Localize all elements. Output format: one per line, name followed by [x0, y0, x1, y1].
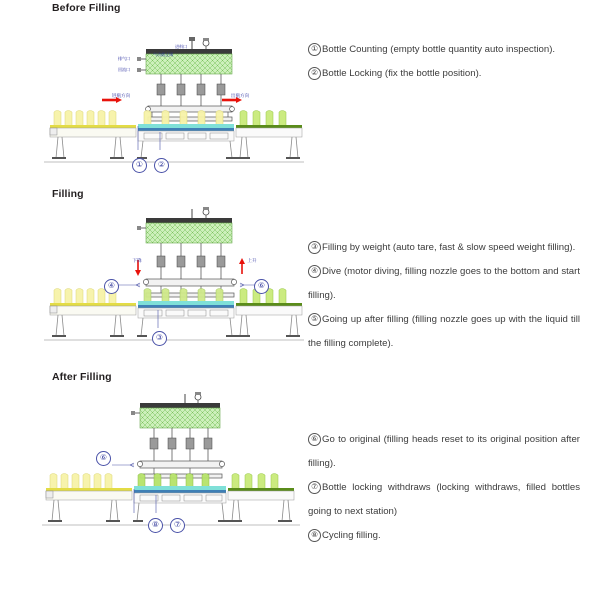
step-7-text: Bottle locking withdraws (locking withdraws, filled bottles going to next station) [308, 482, 580, 517]
steps-before-filling [308, 38, 580, 86]
label-outfeed-direction-before: 出瓶方向 [230, 94, 250, 99]
callout-7[interactable]: ⑦ [170, 518, 185, 533]
callout-3[interactable]: ③ [152, 331, 167, 346]
diagram-before-filling [40, 18, 308, 178]
conveyor-right-after [228, 474, 294, 523]
label-down-filling: 下降 [132, 259, 142, 264]
callout-4[interactable]: ④ [104, 279, 119, 294]
callout-5[interactable]: ⑥ [254, 279, 269, 294]
steps-filling [308, 236, 580, 356]
conveyor-left-filling [50, 289, 136, 338]
conveyor-left-after [46, 474, 132, 523]
step-6-number: ⑥ [308, 433, 321, 446]
diagram-svg-filling [40, 200, 308, 355]
diagram-filling [40, 200, 308, 355]
label-infeed-direction-before: 进瓶方向 [111, 94, 131, 99]
step-5-text: Going up after filling (filling nozzle goes up with the liquid till the filling complete). [308, 314, 580, 349]
lifting-frame-after [137, 461, 224, 478]
conveyor-right-filling [236, 289, 302, 338]
step-8-number: ⑧ [308, 529, 321, 542]
step-3-number: ③ [308, 241, 321, 254]
callout-8[interactable]: ⑧ [148, 518, 163, 533]
steps-after-filling [308, 428, 580, 548]
step-3-text: Filling by weight (auto tare, fast & slow speed weight filling). [322, 242, 576, 253]
diagram-svg-before-filling [40, 18, 308, 178]
callout-6[interactable]: ⑥ [96, 451, 111, 466]
callout-2[interactable]: ② [154, 158, 169, 173]
conveyor-center-after [133, 474, 228, 523]
step-1-number: ① [308, 43, 321, 56]
step-5 [308, 308, 580, 356]
step-6 [308, 428, 580, 476]
step-4 [308, 260, 580, 308]
step-2 [308, 62, 580, 86]
step-8 [308, 524, 580, 548]
step-4-text: Dive (motor diving, filling nozzle goes to the bottom and start filling). [308, 266, 580, 301]
step-3 [308, 236, 580, 260]
filling-tank-filling [137, 207, 232, 280]
step-1-text: Bottle Counting (empty bottle quantity auto inspection). [322, 44, 556, 55]
step-4-number: ④ [308, 265, 321, 278]
label-vent-before: 排气口 [118, 56, 130, 61]
diagram-after-filling [40, 385, 308, 540]
step-2-text: Bottle Locking (fix the bottle position). [322, 68, 482, 79]
conveyor-right-before [236, 111, 302, 160]
step-1 [308, 38, 580, 62]
step-6-text: Go to original (filling heads reset to its original position after filling). [308, 434, 580, 469]
callout-1[interactable]: ① [132, 158, 147, 173]
conveyor-left-before [50, 111, 136, 160]
filling-tank-after [131, 392, 220, 461]
section-heading-filling: Filling [52, 188, 84, 200]
label-up-filling: 上升 [247, 259, 257, 264]
step-2-number: ② [308, 67, 321, 80]
label-inlet-top-before: 进料口 [175, 44, 187, 49]
section-heading-before-filling: Before Filling [52, 2, 121, 14]
step-8-text: Cycling filling. [322, 530, 381, 541]
step-5-number: ⑤ [308, 313, 321, 326]
step-7-number: ⑦ [308, 481, 321, 494]
diagram-svg-after-filling [40, 385, 308, 540]
section-heading-after-filling: After Filling [52, 371, 112, 383]
step-7 [308, 476, 580, 524]
label-return-before: 回流口 [118, 67, 130, 72]
label-valve-before: 气动截止阀 [153, 52, 173, 57]
